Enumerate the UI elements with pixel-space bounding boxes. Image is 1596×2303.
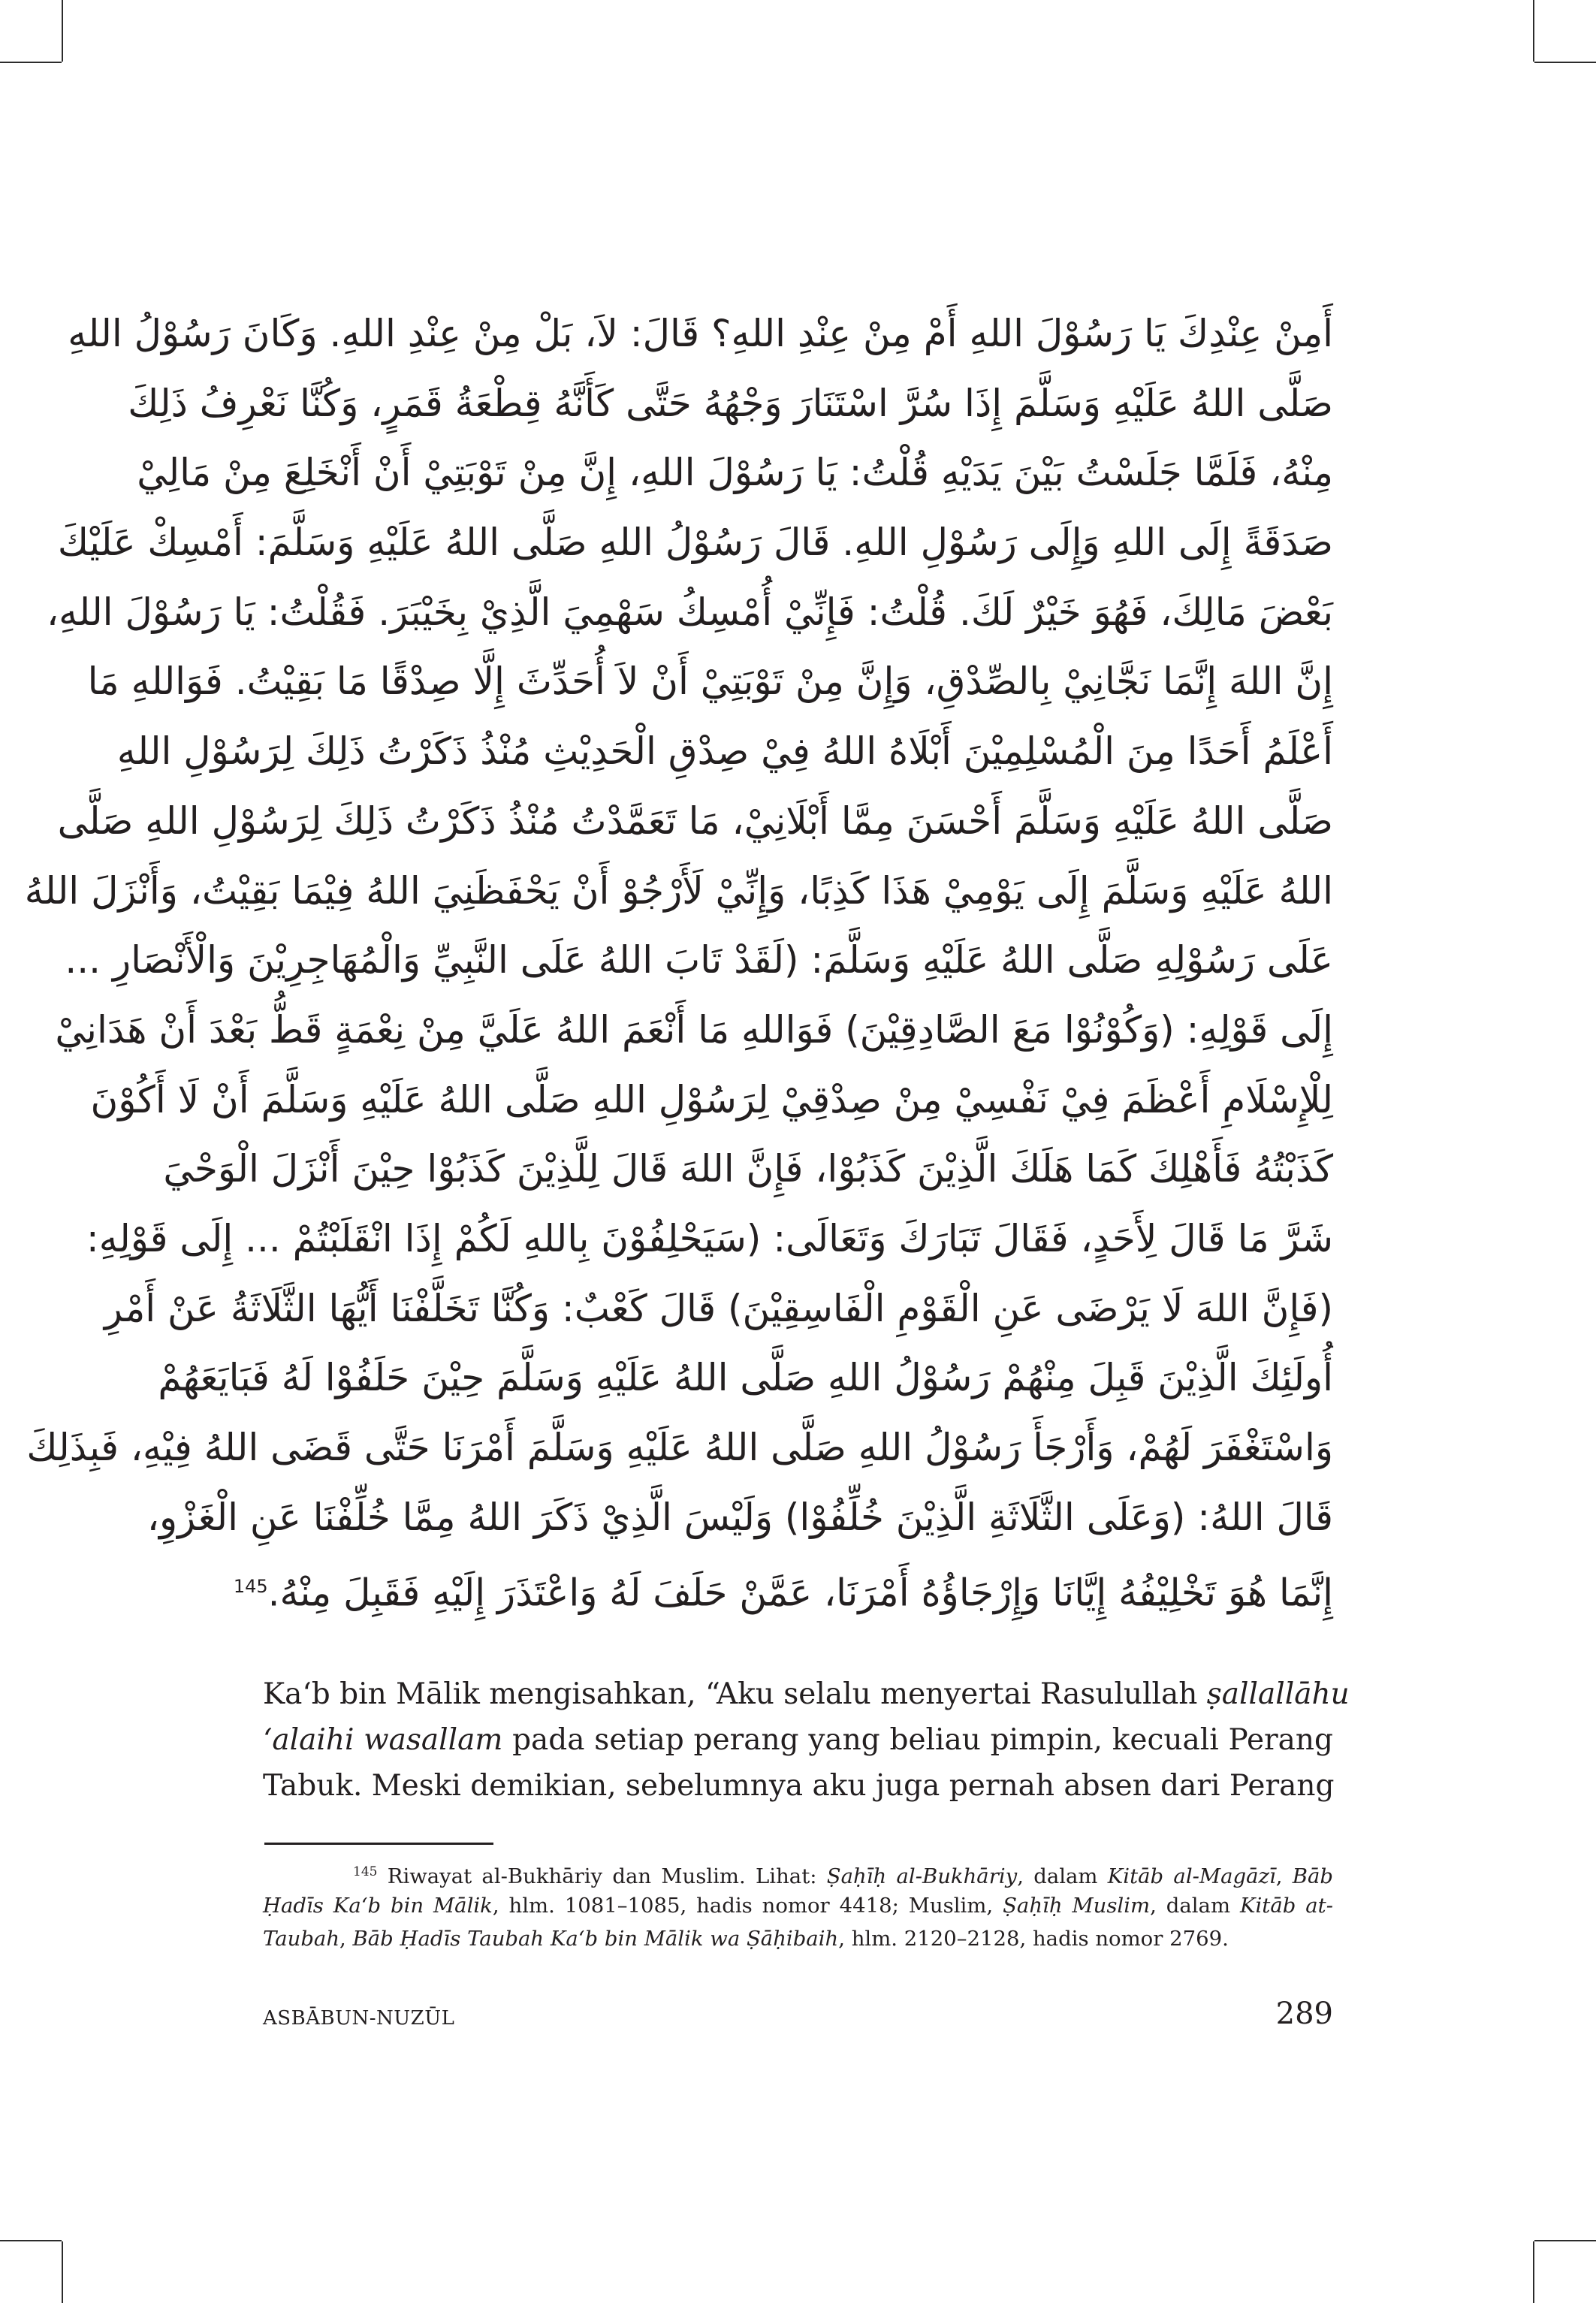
arabic-line: إِنَّمَا هُوَ تَخْلِيْفُهُ إِيَّانَا وَإِرْجَاؤُهُ أَمْرَنَا، عَمَّنْ حَلَفَ لَهُ وَاعْتَذَرَ إِلَيْهِ فَقَبِلَ مِنْهُ.	[267, 1571, 1333, 1616]
footnote-italic: Kitāb al-Magāzī	[1107, 1864, 1276, 1889]
translation-text: pada setiap perang yang beliau pimpin, kecuali Perang	[502, 1723, 1334, 1757]
arabic-line: صَلَّى اللهُ عَلَيْهِ وَسَلَّمَ إِذَا سُرَّ اسْتَنَارَ وَجْهُهُ حَتَّى كَأَنَّهُ قِطْعَةُ قَمَرٍ، وَكُنَّا نَعْرِفُ ذَلِكَ	[128, 381, 1333, 425]
crop-mark-top-right-h	[1534, 62, 1596, 63]
footnote-text: Riwayat al-Bukhāriy dan Muslim. Lihat:	[377, 1864, 827, 1889]
arabic-line: صَدَقَةً إِلَى اللهِ وَإِلَى رَسُوْلِ اللهِ. قَالَ رَسُوْلُ اللهِ صَلَّى اللهُ عَلَيْهِ وَسَلَّمَ: أَمْسِكْ عَلَيْكَ	[57, 521, 1333, 565]
crop-mark-top-left	[62, 0, 63, 62]
crop-mark-top-left-h	[0, 62, 62, 63]
arabic-line-last	[233, 1552, 1333, 1622]
translation-text: Ka‘b bin Mālik mengisahkan, “Aku selalu menyertai Rasulullah	[263, 1677, 1198, 1711]
translation-paragraph	[263, 1671, 1350, 1809]
translation-line	[263, 1671, 1350, 1717]
crop-mark-bottom-left	[62, 2241, 63, 2303]
footnote-italic: Kitāb at-	[1239, 1893, 1333, 1918]
footnote-number: 145	[353, 1864, 378, 1879]
footnote	[263, 1855, 1333, 1956]
footnote-italic: Bāb Ḥadīs Taubah Ka‘b bin Mālik wa Ṣāḥibaih	[352, 1927, 839, 1951]
footnote-text: , hlm. 1081–1085, hadis nomor 4418; Muslim,	[492, 1893, 1003, 1918]
translation-italic: ‘alaihi wasallam	[263, 1723, 503, 1757]
arabic-line: أُولَئِكَ الَّذِيْنَ قَبِلَ مِنْهُمْ رَسُوْلُ اللهِ صَلَّى اللهُ عَلَيْهِ وَسَلَّمَ حِيْنَ حَلَفُوْا لَهُ فَبَايَعَهُمْ	[158, 1356, 1333, 1400]
footnote-line	[263, 1922, 1333, 1956]
arabic-line: بَعْضَ مَالِكَ، فَهُوَ خَيْرٌ لَكَ. قُلْتُ: فَإِنِّيْ أُمْسِكُ سَهْمِيَ الَّذِيْ بِخَيْبَرَ. فَقُلْتُ: يَا رَسُوْلَ اللهِ،	[46, 590, 1333, 634]
footnote-italic: Taubah	[263, 1927, 340, 1951]
arabic-line: مِنْهُ، فَلَمَّا جَلَسْتُ بَيْنَ يَدَيْهِ قُلْتُ: يَا رَسُوْلَ اللهِ، إِنَّ مِنْ تَوْبَتِيْ أَنْ أَنْخَلِعَ مِنْ مَالِيْ	[137, 451, 1333, 495]
arabic-hadith-block	[24, 299, 1333, 1622]
arabic-line: لِلْإِسْلَامِ أَعْظَمَ فِيْ نَفْسِيْ مِنْ صِدْقِيْ لِرَسُوْلِ اللهِ صَلَّى اللهُ عَلَيْهِ وَسَلَّمَ أَنْ لَا أَكُوْنَ	[90, 1077, 1333, 1121]
arabic-line: قَالَ اللهُ: (وَعَلَى الثَّلَاثَةِ الَّذِيْنَ خُلِّفُوْا) وَلَيْسَ الَّذِيْ ذَكَرَ اللهُ مِمَّا خُلِّفْنَا عَنِ الْغَزْوِ،	[146, 1495, 1333, 1539]
arabic-line: كَذَبْتُهُ فَأَهْلِكَ كَمَا هَلَكَ الَّذِيْنَ كَذَبُوْا، فَإِنَّ اللهَ قَالَ لِلَّذِيْنَ كَذَبُوْا حِيْنَ أَنْزَلَ الْوَحْيَ	[163, 1147, 1333, 1191]
arabic-line: شَرَّ مَا قَالَ لِأَحَدٍ، فَقَالَ تَبَارَكَ وَتَعَالَى: (سَيَحْلِفُوْنَ بِاللهِ لَكُمْ إِذَا انْقَلَبْتُمْ ... إِلَى قَوْلِهِ:	[86, 1216, 1333, 1260]
footnote-rule	[264, 1843, 493, 1845]
arabic-line: إِلَى قَوْلِهِ: (وَكُوْنُوْا مَعَ الصَّادِقِيْنَ) فَوَاللهِ مَا أَنْعَمَ اللهُ عَلَيَّ مِنْ نِعْمَةٍ قَطُّ بَعْدَ أَنْ هَدَانِيْ	[55, 1007, 1333, 1052]
footnote-line	[263, 1855, 1333, 1889]
footnote-line	[263, 1889, 1333, 1923]
arabic-line: وَاسْتَغْفَرَ لَهُمْ، وَأَرْجَأَ رَسُوْلُ اللهِ صَلَّى اللهُ عَلَيْهِ وَسَلَّمَ أَمْرَنَا حَتَّى قَضَى اللهُ فِيْهِ، فَبِذَلِكَ	[26, 1426, 1333, 1469]
translation-line: Tabuk. Meski demikian, sebelumnya aku juga pernah absen dari Perang	[263, 1769, 1335, 1803]
footnote-italic: Ṣaḥīḥ Muslim	[1003, 1893, 1151, 1918]
crop-mark-bottom-right	[1533, 2241, 1534, 2303]
footnote-text: ,	[1275, 1864, 1293, 1889]
arabic-line: عَلَى رَسُوْلِهِ صَلَّى اللهُ عَلَيْهِ وَسَلَّمَ: (لَقَدْ تَابَ اللهُ عَلَى النَّبِيِّ وَالْمُهَاجِرِيْنَ وَالْأَنْصَارِ ...	[65, 938, 1333, 982]
footnote-reference: 145	[233, 1576, 268, 1598]
arabic-line: (فَإِنَّ اللهَ لَا يَرْضَى عَنِ الْقَوْمِ الْفَاسِقِيْنَ) قَالَ كَعْبٌ: وَكُنَّا تَخَلَّفْنَا أَيُّهَا الثَّلَاثَةُ عَنْ أَمْرِ	[104, 1286, 1333, 1330]
arabic-line: اللهُ عَلَيْهِ وَسَلَّمَ إِلَى يَوْمِيْ هَذَا كَذِبًا، وَإِنِّيْ لَأَرْجُوْ أَنْ يَحْفَظَنِيَ اللهُ فِيْمَا بَقِيْتُ، وَأَنْزَلَ اللهُ	[24, 868, 1333, 913]
arabic-line: صَلَّى اللهُ عَلَيْهِ وَسَلَّمَ أَحْسَنَ مِمَّا أَبْلَانِيْ، مَا تَعَمَّدْتُ مُنْذُ ذَكَرْتُ ذَلِكَ لِرَسُوْلِ اللهِ صَلَّى	[57, 798, 1333, 843]
crop-mark-bottom-left-h	[0, 2240, 62, 2241]
footnote-italic: Ṣaḥīḥ al-Bukhāriy	[826, 1864, 1018, 1889]
crop-mark-bottom-right-h	[1534, 2240, 1596, 2241]
running-header: ASBĀBUN-NUZŪL	[263, 2007, 455, 2030]
footnote-italic: Bāb	[1292, 1864, 1334, 1889]
arabic-line: إِنَّ اللهَ إِنَّمَا نَجَّانِيْ بِالصِّدْقِ، وَإِنَّ مِنْ تَوْبَتِيْ أَنْ لاَ أُحَدِّثَ إِلَّا صِدْقًا مَا بَقِيْتُ. فَوَاللهِ مَا	[87, 660, 1333, 704]
footnote-text: ,	[339, 1927, 353, 1951]
arabic-line: أَعْلَمُ أَحَدًا مِنَ الْمُسْلِمِيْنَ أَبْلَاهُ اللهُ فِيْ صِدْقِ الْحَدِيْثِ مُنْذُ ذَكَرْتُ ذَلِكَ لِرَسُوْلِ اللهِ	[116, 729, 1333, 774]
translation-line	[263, 1717, 1333, 1763]
footnote-text: , hlm. 2120–2128, hadis nomor 2769.	[838, 1927, 1229, 1951]
arabic-line: أَمِنْ عِنْدِكَ يَا رَسُوْلَ اللهِ أَمْ مِنْ عِنْدِ اللهِ؟ قَالَ: لاَ، بَلْ مِنْ عِنْدِ اللهِ. وَكَانَ رَسُوْلُ اللهِ	[68, 312, 1333, 355]
translation-italic: ṣallallāhu	[1206, 1677, 1350, 1711]
footnote-text: , dalam	[1150, 1893, 1240, 1918]
footnote-text: , dalam	[1017, 1864, 1108, 1889]
page-number: 289	[1275, 1997, 1333, 2031]
footnote-italic: Ḥadīs Ka‘b bin Mālik	[263, 1893, 493, 1918]
crop-mark-top-right	[1533, 0, 1534, 62]
